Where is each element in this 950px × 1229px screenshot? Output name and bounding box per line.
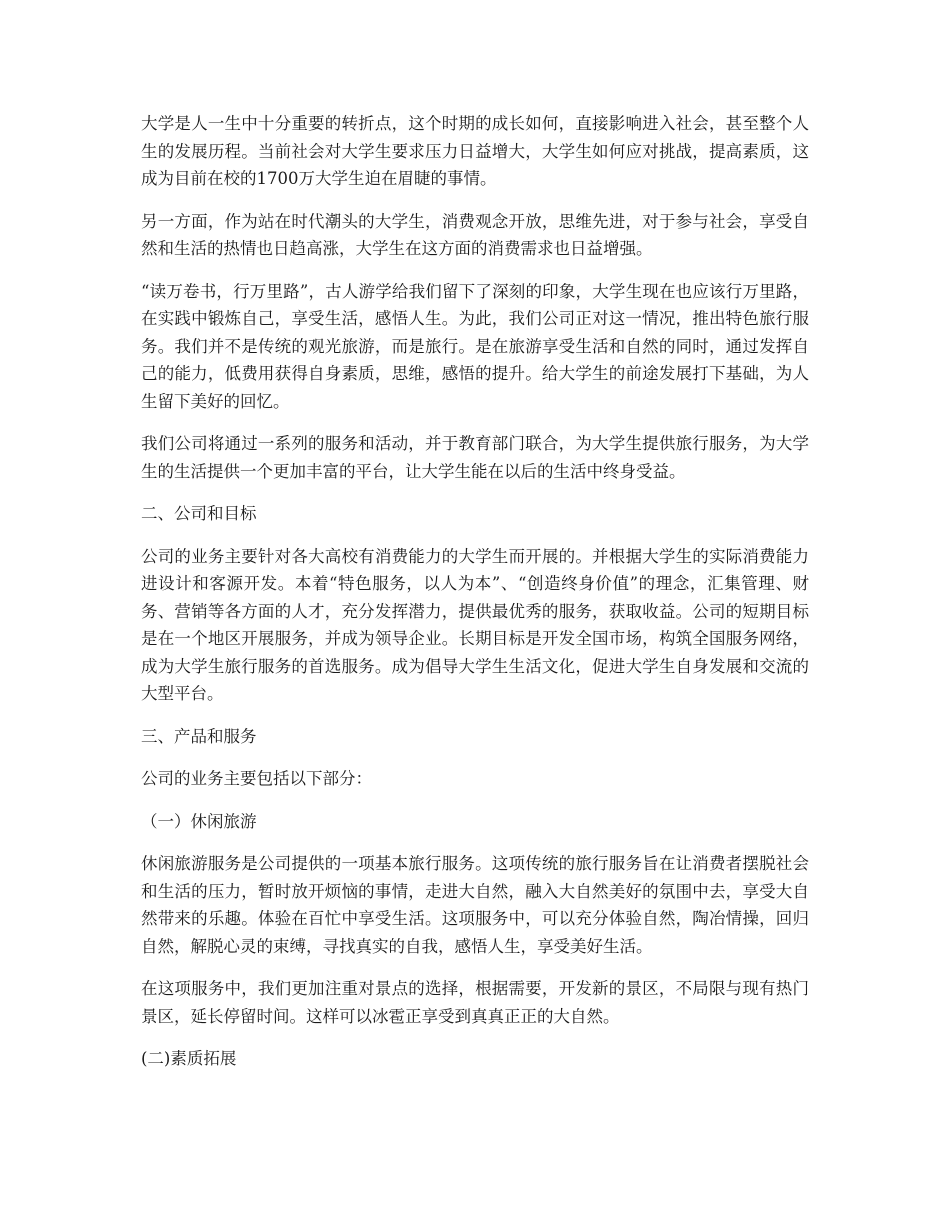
- business-intro-paragraph: 公司的业务主要包括以下部分：: [141, 769, 372, 788]
- consumption-paragraph: 另一方面，作为站在时代潮头的大学生，消费观念开放，思维先进，对于参与社会，享受自然和生活的热情也日趋高涨，大学生在这方面的消费需求也日益增强。: [141, 211, 809, 258]
- document-body: [141, 110, 809, 1088]
- section-heading-company-goals: 二、公司和目标: [141, 504, 257, 523]
- intro-paragraph: 大学是人一生中十分重要的转折点，这个时期的成长如何，直接影响进入社会，甚至整个人生的发展历程。当前社会对大学生要求压力日益增大，大学生如何应对挑战，提高素质，这成为目前在校的1700万大学生迫在眉睫的事情。: [141, 114, 809, 188]
- subsection-heading-leisure-travel: （一）休闲旅游: [141, 811, 257, 831]
- leisure-travel-paragraph: 休闲旅游服务是公司提供的一项基本旅行服务。这项传统的旅行服务旨在让消费者摆脱社会和生活的压力，暂时放开烦恼的事情，走进大自然，融入大自然美好的氛围中去，享受大自然带来的乐趣。体验在百忙中享受生活。这项服务中，可以充分体验自然，陶冶情操，回归自然，解脱心灵的束缚，寻找真实的自我，感悟人生，享受美好生活。: [141, 854, 809, 956]
- company-service-paragraph: 我们公司将通过一系列的服务和活动，并于教育部门联合，为大学生提供旅行服务，为大学生的生活提供一个更加丰富的平台，让大学生能在以后的生活中终身受益。: [141, 434, 809, 481]
- subsection-heading-quality-expansion: (二)素质拓展: [141, 1049, 237, 1068]
- section-heading-products-services: 三、产品和服务: [141, 726, 257, 746]
- scenic-selection-paragraph: 在这项服务中，我们更加注重对景点的选择，根据需要，开发新的景区，不局限与现有热门景区，延长停留时间。这样可以冰雹正享受到真真正正的大自然。: [141, 979, 809, 1026]
- company-goals-paragraph: 公司的业务主要针对各大高校有消费能力的大学生而开展的。并根据大学生的实际消费能力进设计和客源开发。本着“特色服务，以人为本”、“创造终身价值”的理念，汇集管理、财务、营销等各方面的人才，充分发挥潜力，提供最优秀的服务，获取收益。公司的短期目标是在一个地区开展服务，并成为领导企业。长期目标是开发全国市场，构筑全国服务网络，成为大学生旅行服务的首选服务。成为倡导大学生生活文化，促进大学生自身发展和交流的大型平台。: [141, 546, 809, 703]
- travel-philosophy-paragraph: “读万卷书，行万里路”，古人游学给我们留下了深刻的印象，大学生现在也应该行万里路，在实践中锻炼自己，享受生活，感悟人生。为此，我们公司正对这一情况，推出特色旅行服务。我们并不是传统的观光旅游，而是旅行。是在旅游享受生活和自然的同时，通过发挥自己的能力，低费用获得自身素质，思维，感悟的提升。给大学生的前途发展打下基础，为人生留下美好的回忆。: [141, 281, 809, 411]
